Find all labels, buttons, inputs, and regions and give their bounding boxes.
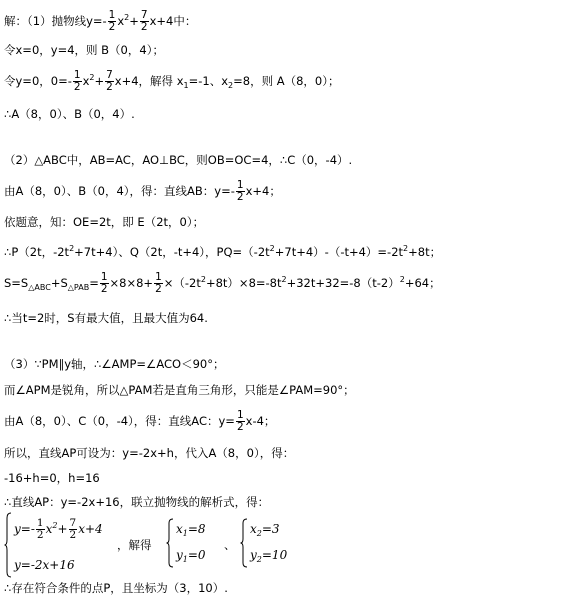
p2-line-4 <box>4 244 441 260</box>
text: =3 <box>261 522 280 536</box>
fraction <box>236 180 245 203</box>
equation-system-3 <box>240 518 310 568</box>
text: S=S <box>4 276 29 290</box>
text: =-1、x <box>188 74 229 88</box>
system-2-row-2 <box>176 548 206 562</box>
text: = <box>89 276 99 290</box>
text: +8t； <box>408 245 442 259</box>
text: + <box>129 14 139 28</box>
text: =10 <box>261 548 288 562</box>
p3-line-6: ∴直线AP：y=-2x+16，联立抛物线的解析式，得： <box>4 495 270 509</box>
system-1-row-2: y=-2x+16 <box>14 558 75 572</box>
text: x+4中： <box>149 14 197 28</box>
p2-line-5 <box>4 272 441 295</box>
exponent: 2 <box>269 244 275 253</box>
system-1-row-1 <box>14 518 103 541</box>
numerator: 1 <box>100 271 108 283</box>
p1-line-2: 令x=0，y=4，则 B（0，4）； <box>4 43 164 57</box>
text: y <box>250 548 257 562</box>
denominator: 2 <box>100 283 108 295</box>
exponent: 2 <box>52 521 58 530</box>
subscript: 2 <box>256 529 262 538</box>
numerator: 1 <box>36 517 44 529</box>
denominator: 2 <box>236 191 244 203</box>
subscript: △ABC <box>28 283 51 292</box>
p3-line-4: 所以，直线AP可设为：y=-2x+h，代入A（8，0），得： <box>4 446 295 460</box>
subscript: 1 <box>183 81 189 90</box>
text: x <box>45 522 53 536</box>
text: 由A（8，0）、C（0，-4），得：直线AC：y= <box>4 414 235 428</box>
text: +32t+32=-8（t-2） <box>286 276 400 290</box>
exponent: 2 <box>200 275 206 284</box>
text: ∴P（2t，-2t <box>4 245 70 259</box>
p2-line-1: （2）△ABC中，AB=AC，AO⊥BC，则OB=OC=4，∴C（0，-4）. <box>4 153 353 167</box>
denominator: 2 <box>140 21 148 33</box>
system-2-row-1 <box>176 522 206 536</box>
fraction <box>154 272 163 295</box>
text: + <box>94 74 105 88</box>
p1-line-4: ∴A（8，0）、B（0，4）. <box>4 107 135 121</box>
numerator: 1 <box>73 69 81 81</box>
text: =8 <box>187 522 206 536</box>
fraction <box>140 10 149 33</box>
fraction <box>73 70 82 93</box>
text: y=- <box>14 522 35 536</box>
solve-label: ，解得 <box>117 538 152 552</box>
text: 令y=0，0=- <box>4 74 72 88</box>
left-brace-icon <box>4 512 12 578</box>
text: +S <box>50 276 68 290</box>
text: x+4； <box>245 184 281 198</box>
fraction <box>236 410 245 433</box>
fraction <box>36 518 45 541</box>
p3-line-1: （3）∵PM∥y轴，∴∠AMP=∠ACO＜90°； <box>4 357 225 371</box>
numerator: 7 <box>106 69 113 81</box>
subscript: 1 <box>182 529 188 538</box>
fraction <box>105 70 114 93</box>
exponent: 2 <box>69 244 75 253</box>
separator: 、 <box>224 538 236 552</box>
numerator: 1 <box>108 9 116 21</box>
left-brace-icon <box>166 518 174 568</box>
text: +7t+4）、Q（2t，-t+4），PQ=（-2t <box>74 245 270 259</box>
exponent: 2 <box>89 73 95 82</box>
p3-line-3 <box>4 410 275 433</box>
fraction <box>100 272 109 295</box>
system-3-row-1 <box>250 522 280 536</box>
exponent: 2 <box>124 13 130 22</box>
subscript: 2 <box>256 555 262 564</box>
text: ×8×8+ <box>109 276 154 290</box>
denominator: 2 <box>36 529 44 541</box>
text: x-4； <box>245 414 276 428</box>
text: x+4，解得 x <box>114 74 184 88</box>
numerator: 1 <box>236 409 244 421</box>
subscript: △PAB <box>67 283 90 292</box>
denominator: 2 <box>106 81 113 93</box>
text: +64； <box>404 276 441 290</box>
equation-system-2 <box>166 518 228 568</box>
text: y <box>176 548 183 562</box>
text: =8，则 A（8，0）； <box>233 74 340 88</box>
denominator: 2 <box>69 529 77 541</box>
text: ×（-2t <box>163 276 201 290</box>
exponent: 2 <box>399 275 405 284</box>
text: + <box>57 522 68 536</box>
numerator: 1 <box>155 271 162 283</box>
p3-line-5: -16+h=0，h=16 <box>4 471 100 485</box>
p2-line-2 <box>4 180 281 203</box>
conclusion-line: ∴存在符合条件的点P，且坐标为（3，10）. <box>4 581 228 595</box>
text: x+4 <box>78 522 103 536</box>
fraction <box>69 518 78 541</box>
p1-line-1 <box>4 10 196 33</box>
text: 由A（8，0）、B（0，4），得：直线AB：y=- <box>4 184 235 198</box>
exponent: 2 <box>281 275 287 284</box>
p2-line-3: 依题意，知：OE=2t，即 E（2t，0）； <box>4 215 205 229</box>
subscript: 1 <box>182 555 188 564</box>
subscript: 2 <box>228 81 234 90</box>
exponent: 2 <box>403 244 409 253</box>
text: +8t）×8=-8t <box>205 276 282 290</box>
denominator: 2 <box>73 81 81 93</box>
text: x <box>250 522 257 536</box>
numerator: 7 <box>69 517 77 529</box>
p3-line-2: 而∠APM是锐角，所以△PAM若是直角三角形，只能是∠PAM=90°； <box>4 383 355 397</box>
denominator: 2 <box>155 283 162 295</box>
text: +7t+4）-（-t+4）=-2t <box>274 245 404 259</box>
text: =0 <box>187 548 206 562</box>
numerator: 1 <box>236 179 244 191</box>
left-brace-icon <box>240 518 248 568</box>
p1-line-3 <box>4 70 340 93</box>
system-3-row-2 <box>250 548 287 562</box>
text: x <box>82 74 90 88</box>
equation-system-1 <box>4 512 116 578</box>
text: x <box>176 522 183 536</box>
text: 解：（1）抛物线y=- <box>4 14 107 28</box>
text: x <box>117 14 125 28</box>
fraction <box>108 10 117 33</box>
numerator: 7 <box>140 9 148 21</box>
p2-line-6: ∴当t=2时，S有最大值，且最大值为64. <box>4 311 208 325</box>
denominator: 2 <box>236 421 244 433</box>
denominator: 2 <box>108 21 116 33</box>
